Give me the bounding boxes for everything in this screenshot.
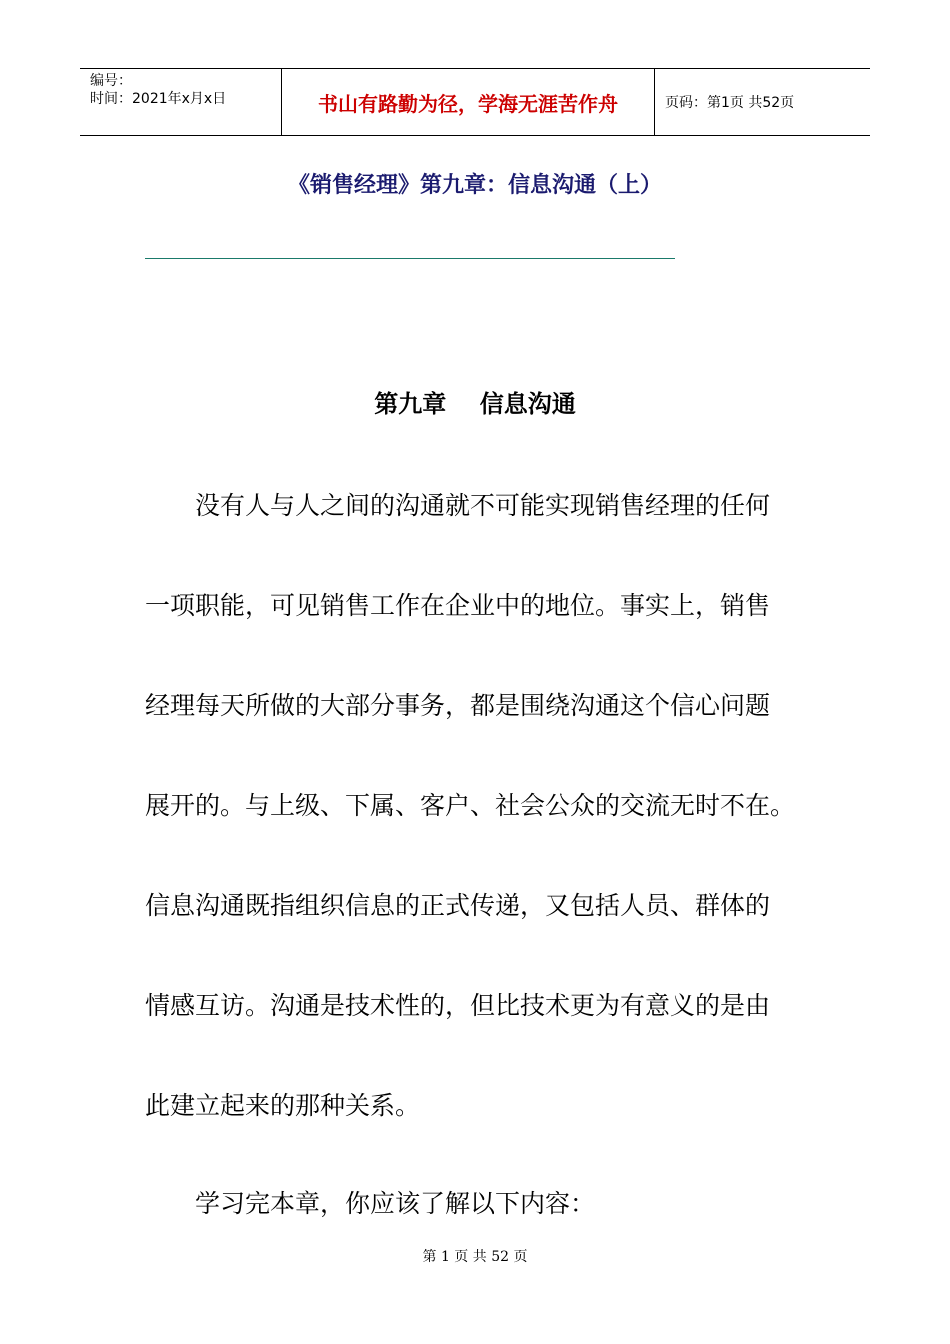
title-divider (145, 258, 675, 259)
body-line: 情感互访。沟通是技术性的，但比技术更为有意义的是由 (145, 991, 771, 1020)
header-page-cell (655, 69, 870, 135)
page-footer: 第 1 页 共 52 页 (422, 1249, 528, 1265)
body-line: 一项职能，可见销售工作在企业中的地位。事实上，销售 (145, 591, 771, 620)
header-motto-cell (282, 69, 655, 135)
body-line: 学习完本章，你应该了解以下内容： (195, 1189, 596, 1218)
body-line: 经理每天所做的大部分事务，都是围绕沟通这个信心问题 (145, 691, 771, 720)
body-line: 信息沟通既指组织信息的正式传递，又包括人员、群体的 (145, 891, 771, 920)
body-line: 此建立起来的那种关系。 (145, 1091, 421, 1120)
document-header (80, 68, 870, 136)
body-line: 展开的。与上级、下属、客户、社会公众的交流无时不在。 (145, 791, 796, 820)
header-meta-cell (80, 69, 282, 135)
motto-text: 书山有路勤为径，学海无涯苦作舟 (318, 92, 618, 116)
page-code: 页码：第1页 共52页 (665, 95, 795, 111)
body-line: 没有人与人之间的沟通就不可能实现销售经理的任何 (195, 491, 771, 520)
document-title: 《销售经理》第九章：信息沟通（上） (287, 173, 662, 198)
chapter-heading: 第九章 信息沟通 (374, 390, 576, 418)
number-label: 编号： (90, 73, 132, 89)
time-label: 时间：2021年x月x日 (90, 91, 227, 107)
